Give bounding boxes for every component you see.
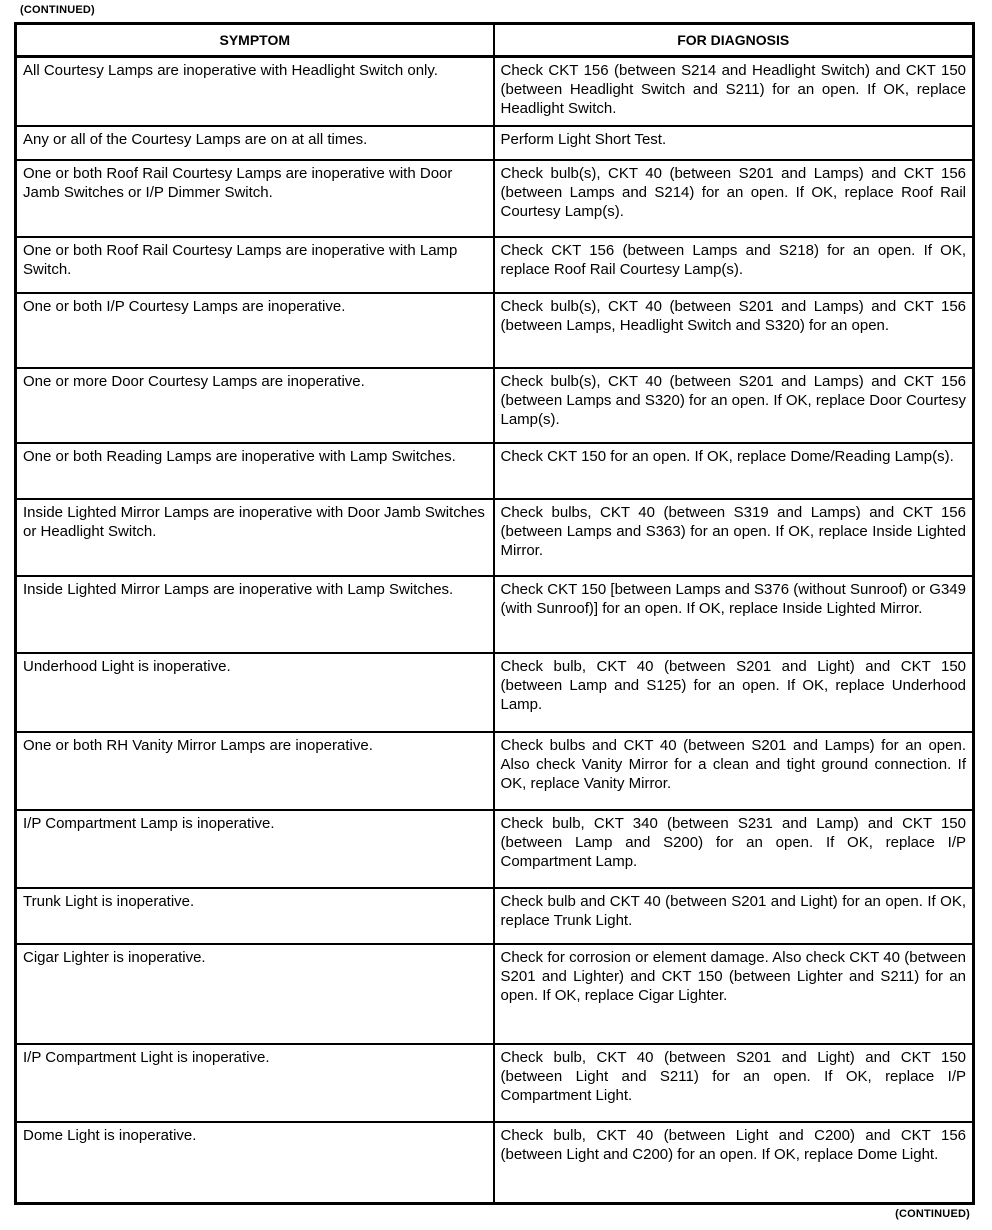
diagnosis-column-header: FOR DIAGNOSIS — [494, 24, 974, 57]
diagnosis-cell: Check CKT 150 [between Lamps and S376 (without Sunroof) or G349 (with Sunroof)] for an open. If OK, replace Inside Lighted Mirror. — [494, 576, 974, 653]
table-row — [16, 443, 974, 499]
table-row — [16, 653, 974, 731]
table-row — [16, 944, 974, 1044]
table-row — [16, 732, 974, 810]
diagnosis-cell: Check bulb and CKT 40 (between S201 and Light) for an open. If OK, replace Trunk Light. — [494, 888, 974, 944]
diagnosis-table — [14, 22, 975, 1205]
symptom-cell: One or both Roof Rail Courtesy Lamps are inoperative with Lamp Switch. — [16, 237, 494, 293]
symptom-cell: Trunk Light is inoperative. — [16, 888, 494, 944]
diagnosis-cell: Check CKT 150 for an open. If OK, replace Dome/Reading Lamp(s). — [494, 443, 974, 499]
table-row — [16, 888, 974, 944]
symptom-cell: Any or all of the Courtesy Lamps are on at all times. — [16, 126, 494, 161]
diagnosis-cell: Check bulb(s), CKT 40 (between S201 and Lamps) and CKT 156 (between Lamps and S320) for an open. If OK, replace Door Courtesy Lamp(s). — [494, 368, 974, 443]
diagnosis-cell: Check CKT 156 (between Lamps and S218) for an open. If OK, replace Roof Rail Courtesy Lamp(s). — [494, 237, 974, 293]
table-row — [16, 126, 974, 161]
table-row — [16, 368, 974, 443]
diagnosis-cell: Perform Light Short Test. — [494, 126, 974, 161]
diagnosis-cell: Check bulb(s), CKT 40 (between S201 and Lamps) and CKT 156 (between Lamps and S214) for an open. If OK, replace Roof Rail Courtesy Lamp(s). — [494, 160, 974, 237]
diagnosis-cell: Check for corrosion or element damage. Also check CKT 40 (between S201 and Lighter) and CKT 150 (between Lighter and S211) for an open. If OK, replace Cigar Lighter. — [494, 944, 974, 1044]
diagnosis-cell: Check bulbs, CKT 40 (between S319 and Lamps) and CKT 156 (between Lamps and S363) for an open. If OK, replace Inside Lighted Mirror. — [494, 499, 974, 576]
table-row — [16, 293, 974, 367]
symptom-cell: One or both Reading Lamps are inoperative with Lamp Switches. — [16, 443, 494, 499]
symptom-cell: One or both Roof Rail Courtesy Lamps are inoperative with Door Jamb Switches or I/P Dimmer Switch. — [16, 160, 494, 237]
symptom-column-header: SYMPTOM — [16, 24, 494, 57]
symptom-cell: I/P Compartment Lamp is inoperative. — [16, 810, 494, 888]
continued-label-top: (CONTINUED) — [20, 4, 95, 16]
table-row — [16, 1044, 974, 1122]
table-row — [16, 57, 974, 126]
symptom-cell: Underhood Light is inoperative. — [16, 653, 494, 731]
table-row — [16, 499, 974, 576]
diagnosis-cell: Check bulb, CKT 40 (between S201 and Light) and CKT 150 (between Lamp and S125) for an open. If OK, replace Underhood Lamp. — [494, 653, 974, 731]
symptom-cell: I/P Compartment Light is inoperative. — [16, 1044, 494, 1122]
continued-label-bottom: (CONTINUED) — [895, 1208, 970, 1220]
table-row — [16, 1122, 974, 1203]
diagnosis-cell: Check bulb, CKT 340 (between S231 and Lamp) and CKT 150 (between Lamp and S200) for an open. If OK, replace I/P Compartment Lamp. — [494, 810, 974, 888]
table-row — [16, 160, 974, 237]
symptom-cell: All Courtesy Lamps are inoperative with Headlight Switch only. — [16, 57, 494, 126]
diagnosis-cell: Check bulb, CKT 40 (between S201 and Light) and CKT 150 (between Light and S211) for an open. If OK, replace I/P Compartment Light. — [494, 1044, 974, 1122]
symptom-cell: Inside Lighted Mirror Lamps are inoperative with Door Jamb Switches or Headlight Switch. — [16, 499, 494, 576]
table-header-row — [16, 24, 974, 57]
symptom-cell: Dome Light is inoperative. — [16, 1122, 494, 1203]
diagnosis-cell: Check bulb, CKT 40 (between Light and C200) and CKT 156 (between Light and C200) for an open. If OK, replace Dome Light. — [494, 1122, 974, 1203]
symptom-cell: One or both I/P Courtesy Lamps are inoperative. — [16, 293, 494, 367]
table-row — [16, 237, 974, 293]
diagnosis-cell: Check bulbs and CKT 40 (between S201 and Lamps) for an open. Also check Vanity Mirror for a clean and tight ground connection. If OK, replace Vanity Mirror. — [494, 732, 974, 810]
symptom-cell: Inside Lighted Mirror Lamps are inoperative with Lamp Switches. — [16, 576, 494, 653]
symptom-cell: One or both RH Vanity Mirror Lamps are inoperative. — [16, 732, 494, 810]
symptom-cell: One or more Door Courtesy Lamps are inoperative. — [16, 368, 494, 443]
table-row — [16, 576, 974, 653]
symptom-cell: Cigar Lighter is inoperative. — [16, 944, 494, 1044]
diagnosis-cell: Check CKT 156 (between S214 and Headlight Switch) and CKT 150 (between Headlight Switch and S211) for an open. If OK, replace Headlight Switch. — [494, 57, 974, 126]
table-row — [16, 810, 974, 888]
diagnosis-cell: Check bulb(s), CKT 40 (between S201 and Lamps) and CKT 156 (between Lamps, Headlight Switch and S320) for an open. — [494, 293, 974, 367]
